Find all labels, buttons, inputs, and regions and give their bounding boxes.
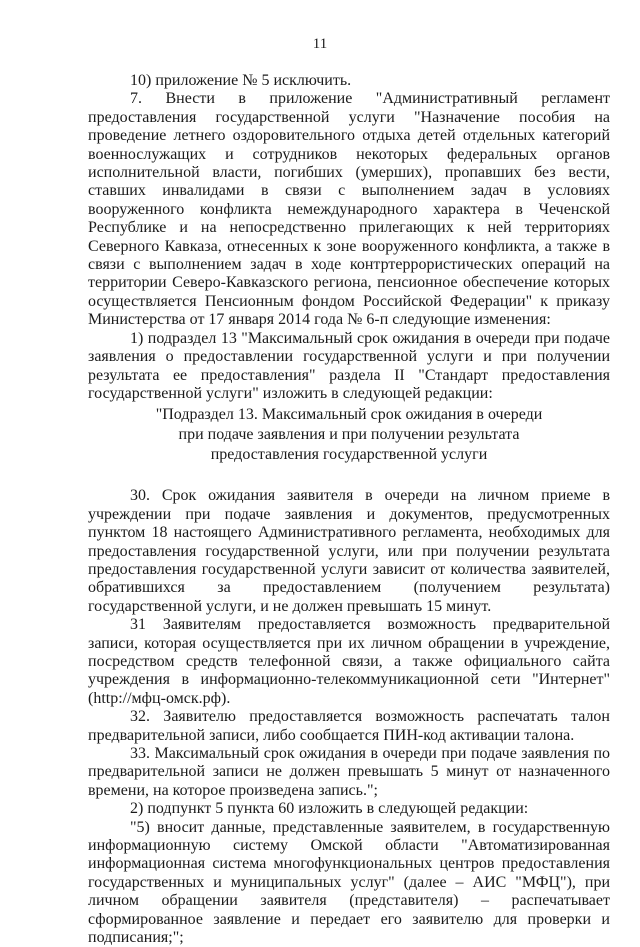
heading-line: при подаче заявления и при получении результата	[178, 426, 520, 444]
paragraph-subitem-2: 2) подпункт 5 пункта 60 изложить в следующей редакции:	[130, 800, 529, 818]
paragraph-item-31: 31 Заявителям предоставляется возможность предварительной записи, которая осуществляется при их личном обращении в учреждение, посредством средств телефонной связи, а также официального сайта учреждения в информационно-телекоммуникационной сети "Интернет" (http://мфц-омск.рф).	[88, 616, 610, 707]
paragraph-item-7: 7. Внести в приложение "Административный регламент предоставления государственной услуги "Назначение пособия на проведение летнего оздоровительного отдыха детей отдельных категорий военнослужащих и сотрудников некоторых федеральных органов исполнительной власти, погибших (умерших), пропавших без вести, ставших инвалидами в связи с выполнением задач в условиях вооруженного конфликта немеждународного характера в Чеченской Республике и на непосредственно прилегающих к ней территориях Северного Кавказа, отнесенных к зоне вооруженного конфликта, а также в связи с выполнением задач в ходе контртеррористических операций на территории Северо-Кавказского региона, пенсионное обеспечение которых осуществляется Пенсионным фондом Российской Федерации" к приказу Министерства от 17 января 2014 года № 6-п следующие изменения:	[88, 90, 610, 329]
spacer	[88, 465, 610, 487]
heading-line: "Подраздел 13. Максимальный срок ожидания в очереди	[155, 406, 543, 424]
paragraph-item-32: 32. Заявителю предоставляется возможность распечатать талон предварительной записи, либо сообщается ПИН-код активации талона.	[88, 708, 610, 744]
paragraph-item-30: 30. Срок ожидания заявителя в очереди на личном приеме в учреждении при подаче заявления и документов, предусмотренных пунктом 18 настоящего Административного регламента, необходимых для предоставления государственной услуги, или при получении результата предоставления государственной услуги зависит от количества заявителей, обратившихся за предоставлением (получением результата) государственной услуги, и не должен превышать 15 минут.	[88, 487, 610, 615]
document-body	[88, 72, 610, 947]
paragraph-item-10: 10) приложение № 5 исключить.	[130, 72, 352, 89]
paragraph-subitem-5: "5) вносит данные, представленные заявителем, в государственную информационную систему Омской области "Автоматизированная информационная система многофункциональных центров предоставления государственных и муниципальных услуг" (далее – АИС "МФЦ"), при личном обращении заявителя (представителя) – распечатывает сформированное заявление и передает его заявителю для проверки и подписания;";	[88, 818, 610, 947]
page-number: 11	[312, 36, 328, 52]
subsection-heading	[88, 405, 610, 465]
paragraph-subsection-13: 1) подраздел 13 "Максимальный срок ожидания в очереди при подаче заявления о предоставлении государственной услуги и при получении результата ее предоставления" раздела II "Стандарт предоставления государственной услуги" изложить в следующей редакции:	[88, 329, 610, 402]
paragraph-item-33: 33. Максимальный срок ожидания в очереди при подаче заявления по предварительной записи не должен превышать 5 минут от назначенного времени, на которое произведена запись.";	[88, 745, 610, 799]
heading-line: предоставления государственной услуги	[210, 446, 488, 464]
